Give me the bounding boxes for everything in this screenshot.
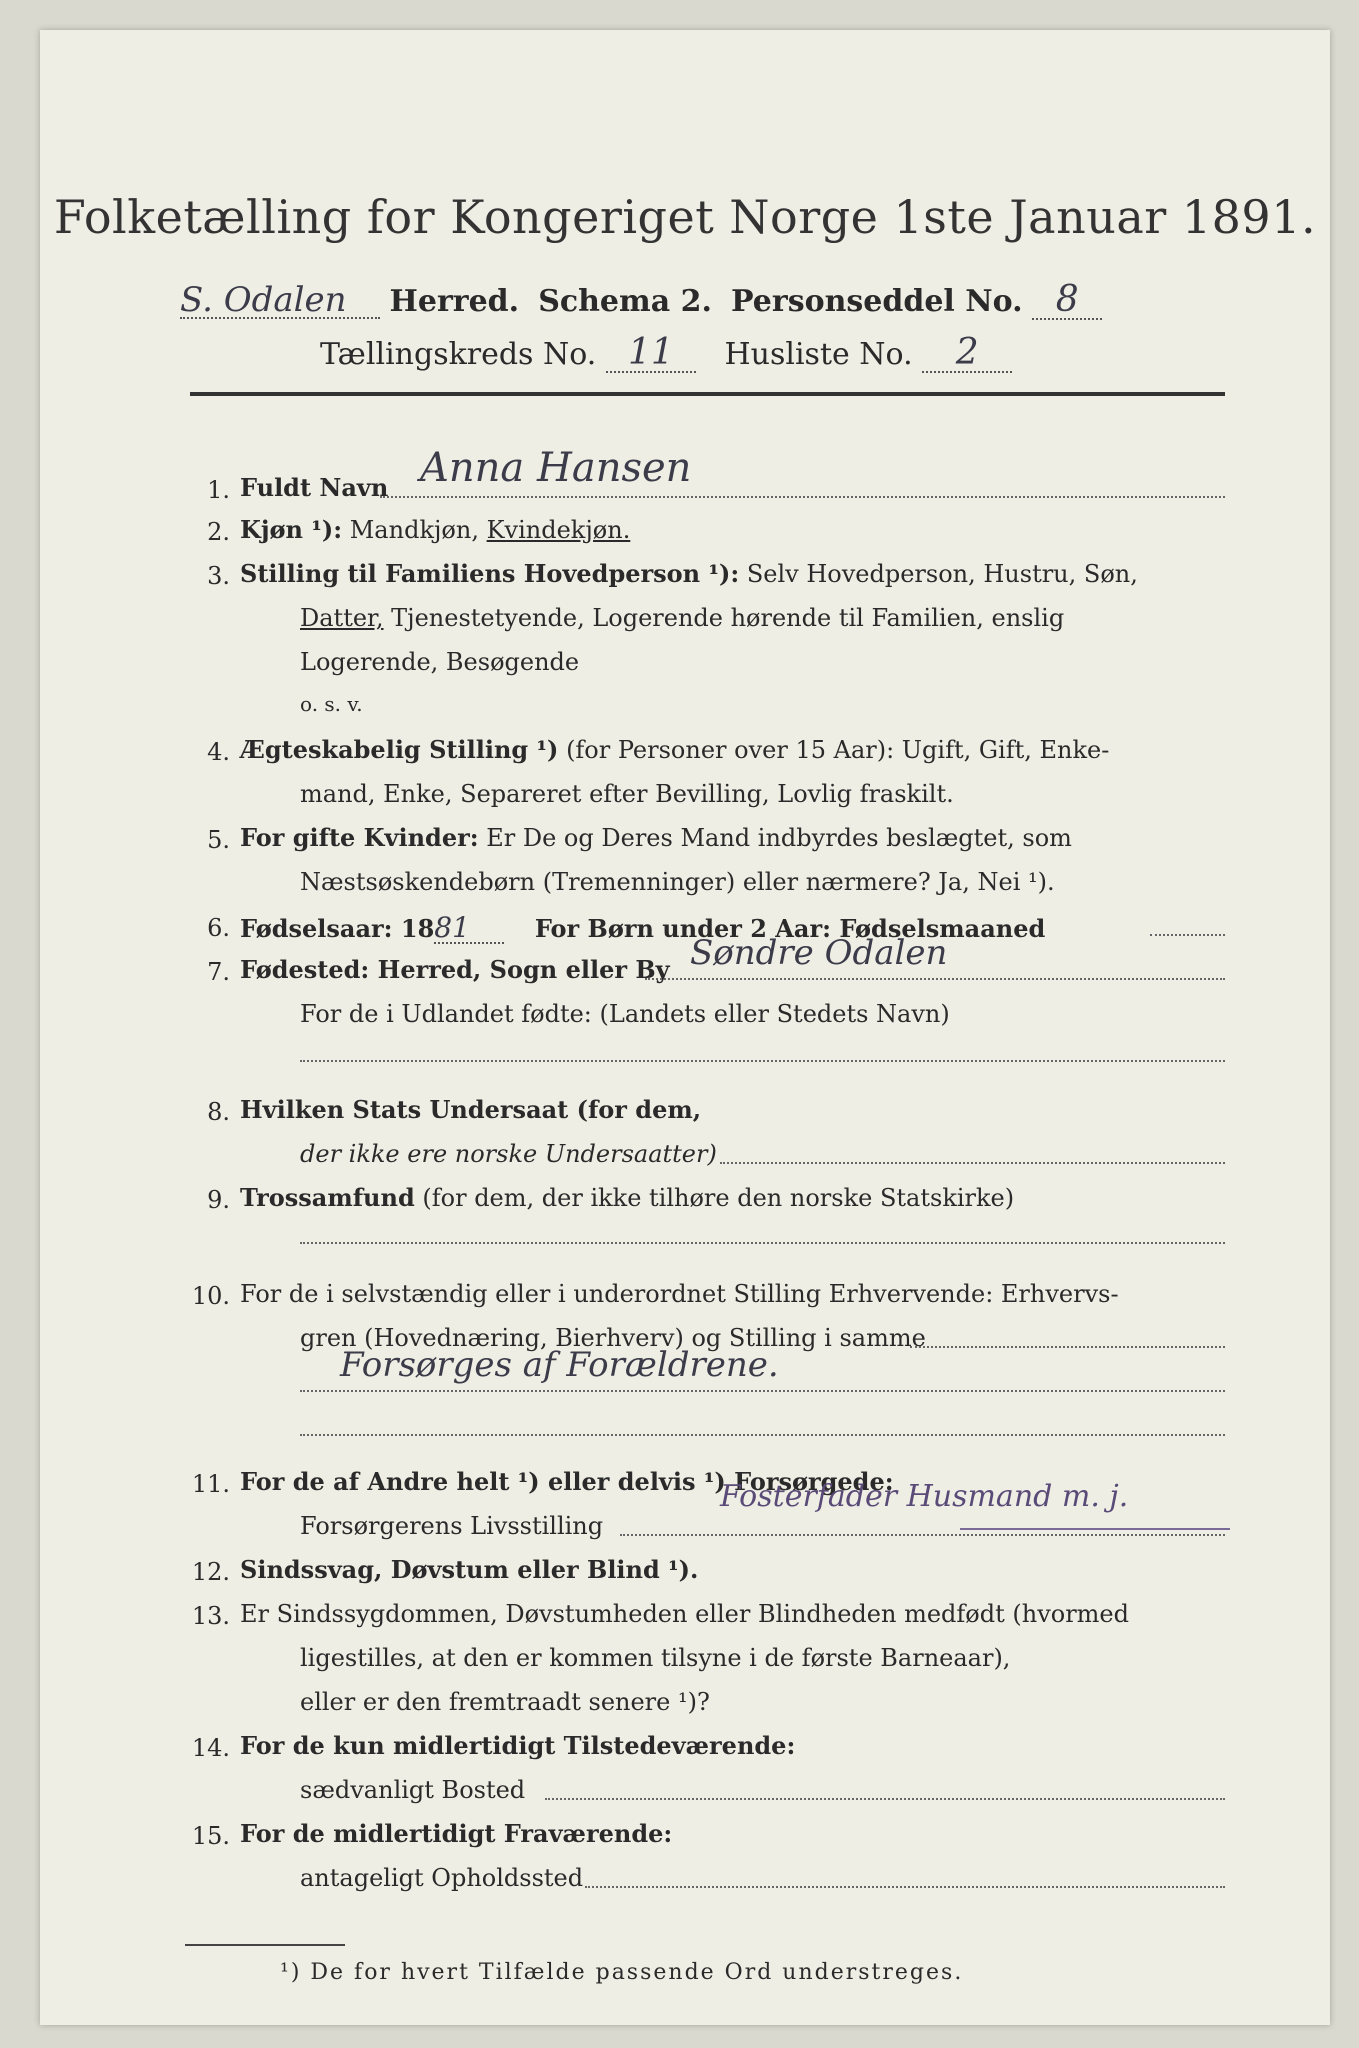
header-rule — [190, 392, 1225, 396]
taellingskreds-row — [320, 332, 1012, 373]
q15-line2: antageligt Opholdssted — [300, 1864, 584, 1892]
herred-label: Herred. — [389, 284, 520, 319]
taellingskreds-value: 11 — [606, 335, 696, 373]
q8-line — [720, 1162, 1225, 1164]
q13-line3: eller er den fremtraadt senere ¹)? — [300, 1688, 710, 1716]
q5-line1: Er De og Deres Mand indbyrdes beslægtet, som — [486, 824, 1072, 852]
personseddel-label: Personseddel No. — [731, 284, 1023, 319]
q8-number: 8. — [207, 1098, 230, 1126]
q7-label: Fødested: Herred, Sogn eller By — [240, 955, 670, 984]
q1-line — [380, 496, 1225, 498]
q8-line2: der ikke ere norske Undersaatter) — [300, 1140, 717, 1168]
q2-option-kvindekjon: Kvindekjøn. — [486, 516, 631, 544]
q11-number: 11. — [191, 1470, 230, 1498]
q7-answer: Søndre Odalen — [690, 933, 948, 973]
q1-label: Fuldt Navn — [240, 473, 389, 502]
q4-number: 4. — [207, 738, 230, 766]
q6-number: 6. — [207, 914, 230, 942]
q10-answer: Forsørges af Forældrene. — [340, 1345, 779, 1385]
q9-label: Trossamfund — [240, 1183, 415, 1212]
herred-value: S. Odalen — [180, 283, 380, 319]
q1-answer: Anna Hansen — [420, 445, 692, 491]
husliste-value: 2 — [922, 335, 1012, 373]
q14-number: 14. — [191, 1734, 230, 1762]
q5-number: 5. — [207, 826, 230, 854]
q4-label: Ægteskabelig Stilling ¹) — [240, 735, 559, 764]
q7-line — [645, 978, 1225, 980]
q5-line2: Næstsøskendebørn (Tremenninger) eller nærmere? Ja, Nei ¹). — [300, 868, 1055, 896]
q10-line2: gren (Hovednæring, Bierhverv) og Stilling i samme — [300, 1324, 926, 1352]
husliste-label: Husliste No. — [724, 337, 913, 372]
q13-number: 13. — [191, 1602, 230, 1630]
q14-line — [545, 1798, 1225, 1800]
q3-line1: Selv Hovedperson, Hustru, Søn, — [746, 560, 1138, 588]
footnote: ¹) De for hvert Tilfælde passende Ord understreges. — [280, 1960, 964, 1985]
q11-line — [620, 1534, 1225, 1536]
schema-label: Schema 2. — [538, 284, 712, 319]
q12-number: 12. — [191, 1558, 230, 1586]
q2-number: 2. — [207, 518, 230, 546]
q11-answer-underline — [960, 1528, 1230, 1530]
q10-number: 10. — [191, 1282, 230, 1310]
q6-mid: For Børn under 2 Aar: Fødselsmaaned — [534, 914, 1046, 943]
q15-number: 15. — [191, 1822, 230, 1850]
form-title: Folketælling for Kongeriget Norge 1ste Januar 1891. — [53, 190, 1317, 244]
q4-line1: (for Personer over 15 Aar): Ugift, Gift, Enke- — [566, 736, 1110, 764]
q9-line1: (for dem, der ikke tilhøre den norske Statskirke) — [422, 1184, 1015, 1212]
herred-row — [180, 279, 1102, 320]
q14-line2: sædvanligt Bosted — [300, 1776, 526, 1804]
q12-line1: Sindssvag, Døvstum eller Blind ¹). — [240, 1555, 699, 1584]
q10-line3 — [300, 1390, 1225, 1392]
q11-answer: Fosterfader Husmand m. j. — [720, 1479, 1129, 1514]
taellingskreds-label: Tællingskreds No. — [320, 337, 597, 372]
q15-line1: For de midlertidigt Fraværende: — [240, 1819, 673, 1848]
personseddel-value: 8 — [1032, 282, 1102, 320]
q2-label: Kjøn ¹): — [240, 515, 343, 544]
q11-line1: For de af Andre helt ¹) eller delvis ¹) Forsørgede: — [240, 1467, 894, 1496]
q9-number: 9. — [207, 1186, 230, 1214]
q3-line4: o. s. v. — [300, 692, 363, 716]
q3-line3: Logerende, Besøgende — [300, 648, 580, 676]
q3-label: Stilling til Familiens Hovedperson ¹): — [240, 559, 740, 588]
q2-option-mandkjon: Mandkjøn, — [349, 516, 479, 544]
q10-line2-dots — [910, 1346, 1225, 1348]
footnote-rule — [185, 1944, 345, 1946]
q3-line2: Tjenestetyende, Logerende hørende til Familien, enslig — [391, 604, 1065, 632]
q1-number: 1. — [207, 476, 230, 504]
q9-line2 — [300, 1242, 1225, 1244]
q13-line1: Er Sindssygdommen, Døvstumheden eller Blindheden medfødt (hvormed — [240, 1600, 1129, 1628]
q11-line2: Forsørgerens Livsstilling — [300, 1512, 604, 1540]
q7-line3 — [300, 1060, 1225, 1062]
q6-answer: 81 — [434, 914, 504, 944]
q14-line1: For de kun midlertidigt Tilstedeværende: — [240, 1731, 796, 1760]
q8-label: Hvilken Stats Undersaat (for dem, — [240, 1095, 702, 1124]
q15-line — [585, 1886, 1225, 1888]
q7-line2: For de i Udlandet fødte: (Landets eller Stedets Navn) — [300, 1000, 950, 1028]
q4-line2: mand, Enke, Separeret efter Bevilling, Lovlig fraskilt. — [300, 780, 954, 808]
q13-line2: ligestilles, at den er kommen tilsyne i de første Barneaar), — [300, 1644, 1011, 1672]
q3-number: 3. — [207, 562, 230, 590]
q5-label: For gifte Kvinder: — [240, 823, 479, 852]
q3-option-datter: Datter, — [300, 604, 384, 632]
census-form — [40, 30, 1330, 2025]
q7-number: 7. — [207, 958, 230, 986]
q10-line4 — [300, 1434, 1225, 1436]
q10-line1: For de i selvstændig eller i underordnet Stilling Erhvervende: Erhvervs- — [240, 1280, 1119, 1308]
q6-label: Fødselsaar: 18 — [240, 914, 435, 943]
q6-line — [1150, 934, 1225, 936]
